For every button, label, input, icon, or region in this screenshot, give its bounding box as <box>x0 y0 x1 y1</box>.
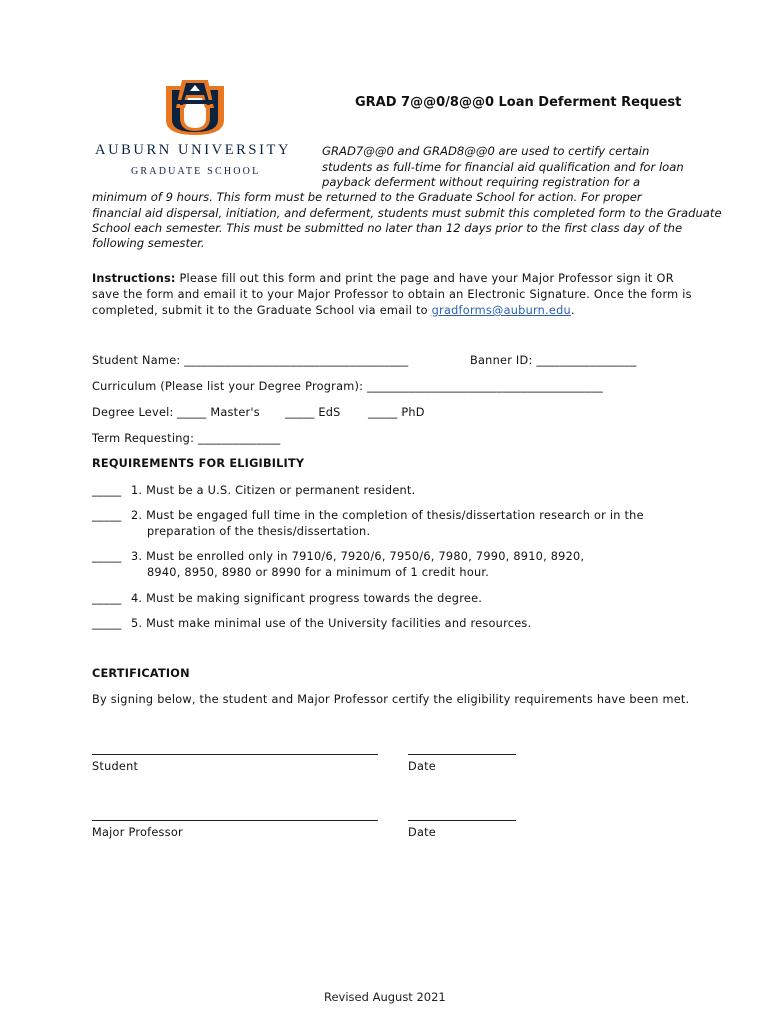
banner-id-field[interactable]: Banner ID: _________________ <box>470 354 637 367</box>
instructions-line-2: save the form and email it to your Major Professor to obtain an Electronic Signature. Once the form is <box>92 288 692 301</box>
requirements-heading: REQUIREMENTS FOR ELIGIBILITY <box>92 457 305 470</box>
au-monogram-icon <box>164 78 226 136</box>
instructions-text-3: completed, submit it to the Graduate School via email to <box>92 304 432 317</box>
professor-signature-label: Major Professor <box>92 826 183 839</box>
student-signature-line[interactable] <box>92 754 378 755</box>
student-date-label: Date <box>408 760 437 773</box>
eds-option[interactable]: _____ EdS <box>285 406 341 419</box>
school-name: GRADUATE SCHOOL <box>131 166 261 177</box>
degree-level-label: Degree Level: <box>92 406 174 419</box>
requirement-4-text: 4. Must be making significant progress towards the degree. <box>131 592 483 605</box>
requirement-3-blank[interactable]: _____ <box>92 550 122 563</box>
term-requesting-field[interactable]: Term Requesting: ______________ <box>92 432 281 445</box>
instructions-label: Instructions: <box>92 272 176 285</box>
intro-line-3: payback deferment without requiring registration for a <box>322 175 641 189</box>
intro-line-5: financial aid dispersal, initiation, and deferment, students must submit this completed form to the Graduate <box>92 206 722 220</box>
instructions-line-1 <box>92 271 674 287</box>
requirement-1-text: 1. Must be a U.S. Citizen or permanent resident. <box>131 484 416 497</box>
professor-date-line[interactable] <box>408 820 516 821</box>
requirement-2-text-cont: preparation of the thesis/dissertation. <box>147 525 371 538</box>
instructions-text-1: Please fill out this form and print the page and have your Major Professor sign it OR <box>175 272 674 285</box>
student-date-line[interactable] <box>408 754 516 755</box>
certification-heading: CERTIFICATION <box>92 667 190 680</box>
instructions-text-3-end: . <box>570 304 575 317</box>
certification-statement: By signing below, the student and Major Professor certify the eligibility requirements have been met. <box>92 693 690 706</box>
student-signature-label: Student <box>92 760 139 773</box>
requirement-5-text: 5. Must make minimal use of the University facilities and resources. <box>131 617 532 630</box>
requirement-3-text: 3. Must be enrolled only in 7910/6, 7920/6, 7950/6, 7980, 7990, 8910, 8920, <box>131 550 585 563</box>
intro-line-2: students as full-time for financial aid qualification and for loan <box>322 160 684 174</box>
professor-signature-line[interactable] <box>92 820 378 821</box>
requirement-1-blank[interactable]: _____ <box>92 484 122 497</box>
page-title: GRAD 7@@0/8@@0 Loan Deferment Request <box>355 95 682 110</box>
email-link[interactable]: gradforms@auburn.edu <box>431 304 571 317</box>
masters-option[interactable]: _____ Master's <box>177 406 260 419</box>
requirement-3-text-cont: 8940, 8950, 8980 or 8990 for a minimum of 1 credit hour. <box>147 566 490 579</box>
university-name: AUBURN UNIVERSITY <box>95 142 292 158</box>
intro-line-4: minimum of 9 hours. This form must be returned to the Graduate School for action. For proper <box>92 190 642 204</box>
intro-line-6: School each semester. This must be submitted no later than 12 days prior to the first class day of the <box>92 221 683 235</box>
instructions-line-3 <box>92 303 575 319</box>
professor-date-label: Date <box>408 826 437 839</box>
curriculum-field[interactable]: Curriculum (Please list your Degree Program): ________________________________________ <box>92 380 603 393</box>
revision-note: Revised August 2021 <box>324 990 446 1004</box>
auburn-logo <box>92 78 297 177</box>
intro-line-7: following semester. <box>92 236 205 250</box>
student-name-field[interactable]: Student Name: ______________________________________ <box>92 354 409 367</box>
intro-line-1: GRAD7@@0 and GRAD8@@0 are used to certify certain <box>322 144 650 158</box>
requirement-5-blank[interactable]: _____ <box>92 617 122 630</box>
phd-option[interactable]: _____ PhD <box>368 406 425 419</box>
requirement-2-blank[interactable]: _____ <box>92 509 122 522</box>
requirement-2-text: 2. Must be engaged full time in the completion of thesis/dissertation research or in the <box>131 509 644 522</box>
requirement-4-blank[interactable]: _____ <box>92 592 122 605</box>
